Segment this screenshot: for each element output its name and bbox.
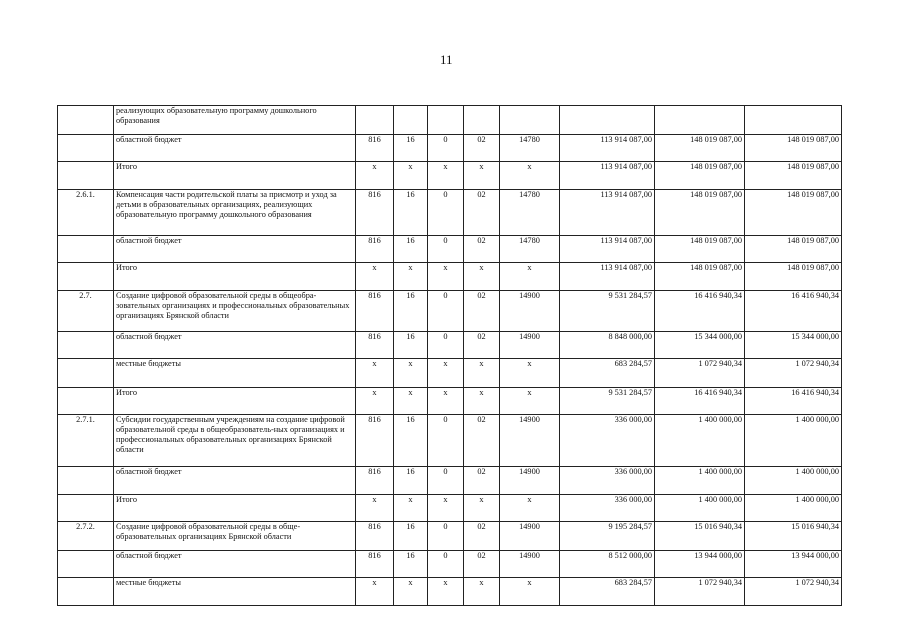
amount-cell <box>560 106 655 135</box>
table-row <box>58 135 842 162</box>
code-cell: х <box>464 578 500 606</box>
code-cell: х <box>394 263 428 291</box>
row-number <box>58 162 114 190</box>
code-cell: х <box>464 162 500 190</box>
amount-cell: 15 344 000,00 <box>745 332 842 359</box>
table-row <box>58 495 842 522</box>
code-cell: 14900 <box>500 415 560 467</box>
amount-cell: 113 914 087,00 <box>560 162 655 190</box>
amount-cell: 683 284,57 <box>560 578 655 606</box>
code-cell: 16 <box>394 236 428 263</box>
code-cell: 14780 <box>500 190 560 236</box>
amount-cell: 1 400 000,00 <box>655 467 745 495</box>
table-row <box>58 359 842 388</box>
table-row <box>58 236 842 263</box>
code-cell: 0 <box>428 467 464 495</box>
code-cell: 16 <box>394 135 428 162</box>
code-cell: х <box>464 359 500 388</box>
code-cell: х <box>500 388 560 415</box>
budget-table <box>57 105 842 606</box>
code-cell: 02 <box>464 415 500 467</box>
code-cell: 16 <box>394 415 428 467</box>
code-cell: 816 <box>356 332 394 359</box>
row-name: реализующих образовательную программу дошкольного образования <box>114 106 356 135</box>
code-cell: х <box>428 388 464 415</box>
code-cell: 14900 <box>500 291 560 332</box>
amount-cell: 148 019 087,00 <box>655 190 745 236</box>
row-number <box>58 467 114 495</box>
code-cell: 14900 <box>500 467 560 495</box>
amount-cell: 9 531 284,57 <box>560 291 655 332</box>
row-number <box>58 551 114 578</box>
code-cell: 14780 <box>500 236 560 263</box>
code-cell: х <box>428 263 464 291</box>
code-cell: 14900 <box>500 332 560 359</box>
code-cell: 02 <box>464 236 500 263</box>
amount-cell <box>655 106 745 135</box>
amount-cell: 1 400 000,00 <box>655 495 745 522</box>
amount-cell: 113 914 087,00 <box>560 135 655 162</box>
code-cell: х <box>356 162 394 190</box>
code-cell: 0 <box>428 332 464 359</box>
amount-cell: 148 019 087,00 <box>655 135 745 162</box>
amount-cell: 1 072 940,34 <box>745 578 842 606</box>
amount-cell: 113 914 087,00 <box>560 263 655 291</box>
amount-cell: 15 016 940,34 <box>745 522 842 551</box>
amount-cell: 9 531 284,57 <box>560 388 655 415</box>
amount-cell: 113 914 087,00 <box>560 190 655 236</box>
table-row <box>58 162 842 190</box>
code-cell: 16 <box>394 522 428 551</box>
table-row <box>58 190 842 236</box>
code-cell: 02 <box>464 332 500 359</box>
row-number <box>58 495 114 522</box>
code-cell: 816 <box>356 190 394 236</box>
amount-cell: 336 000,00 <box>560 415 655 467</box>
table-row <box>58 332 842 359</box>
code-cell: х <box>356 263 394 291</box>
row-number <box>58 578 114 606</box>
code-cell: 0 <box>428 522 464 551</box>
row-name: Итого <box>114 162 356 190</box>
amount-cell: 9 195 284,57 <box>560 522 655 551</box>
row-number <box>58 332 114 359</box>
amount-cell: 148 019 087,00 <box>745 162 842 190</box>
row-number <box>58 236 114 263</box>
code-cell: 02 <box>464 551 500 578</box>
code-cell: 816 <box>356 291 394 332</box>
code-cell: 16 <box>394 291 428 332</box>
amount-cell: 1 400 000,00 <box>745 467 842 495</box>
row-name: областной бюджет <box>114 332 356 359</box>
amount-cell: 15 344 000,00 <box>655 332 745 359</box>
code-cell: х <box>500 359 560 388</box>
code-cell: х <box>464 388 500 415</box>
code-cell: 816 <box>356 467 394 495</box>
code-cell: х <box>394 495 428 522</box>
code-cell: х <box>500 578 560 606</box>
code-cell: х <box>428 359 464 388</box>
row-name: областной бюджет <box>114 236 356 263</box>
code-cell: 16 <box>394 467 428 495</box>
code-cell: х <box>356 388 394 415</box>
page-number: 11 <box>440 52 453 67</box>
amount-cell: 683 284,57 <box>560 359 655 388</box>
row-number <box>58 135 114 162</box>
code-cell: 0 <box>428 236 464 263</box>
table-row <box>58 415 842 467</box>
code-cell: х <box>428 495 464 522</box>
amount-cell: 16 416 940,34 <box>745 388 842 415</box>
code-cell: х <box>356 495 394 522</box>
code-cell: х <box>464 263 500 291</box>
amount-cell: 1 400 000,00 <box>745 495 842 522</box>
row-number <box>58 263 114 291</box>
code-cell: 816 <box>356 551 394 578</box>
amount-cell: 148 019 087,00 <box>745 135 842 162</box>
table-row <box>58 388 842 415</box>
code-cell: 02 <box>464 291 500 332</box>
amount-cell: 148 019 087,00 <box>745 263 842 291</box>
amount-cell: 148 019 087,00 <box>655 263 745 291</box>
code-cell: 02 <box>464 467 500 495</box>
row-name: Итого <box>114 388 356 415</box>
amount-cell: 336 000,00 <box>560 495 655 522</box>
amount-cell <box>745 106 842 135</box>
amount-cell: 113 914 087,00 <box>560 236 655 263</box>
code-cell <box>356 106 394 135</box>
row-name: Субсидии государственным учреждениям на создание цифровой образовательной среды в общеобразователь-ных организациях и профессиональных образовательных организациях Брянской области <box>114 415 356 467</box>
code-cell: х <box>500 495 560 522</box>
code-cell: 0 <box>428 190 464 236</box>
code-cell: х <box>394 578 428 606</box>
amount-cell: 336 000,00 <box>560 467 655 495</box>
code-cell: 14900 <box>500 522 560 551</box>
table-row <box>58 263 842 291</box>
row-name: Создание цифровой образовательной среды в общеобра-зовательных организациях и профессиональных образовательных организациях Брянской области <box>114 291 356 332</box>
amount-cell: 13 944 000,00 <box>655 551 745 578</box>
code-cell: 16 <box>394 551 428 578</box>
table-row <box>58 551 842 578</box>
amount-cell: 16 416 940,34 <box>745 291 842 332</box>
code-cell: 0 <box>428 291 464 332</box>
row-name: областной бюджет <box>114 467 356 495</box>
amount-cell: 148 019 087,00 <box>655 162 745 190</box>
code-cell: 14900 <box>500 551 560 578</box>
amount-cell: 15 016 940,34 <box>655 522 745 551</box>
row-number: 2.7.2. <box>58 522 114 551</box>
code-cell <box>394 106 428 135</box>
code-cell: х <box>394 162 428 190</box>
row-number <box>58 106 114 135</box>
row-name: местные бюджеты <box>114 578 356 606</box>
amount-cell: 8 848 000,00 <box>560 332 655 359</box>
code-cell: 0 <box>428 135 464 162</box>
table-row <box>58 291 842 332</box>
amount-cell: 148 019 087,00 <box>655 236 745 263</box>
code-cell: 16 <box>394 332 428 359</box>
table-row <box>58 578 842 606</box>
code-cell: 816 <box>356 236 394 263</box>
code-cell: 0 <box>428 551 464 578</box>
row-number <box>58 359 114 388</box>
row-number: 2.6.1. <box>58 190 114 236</box>
table-row <box>58 106 842 135</box>
code-cell <box>464 106 500 135</box>
code-cell: 816 <box>356 135 394 162</box>
row-number: 2.7.1. <box>58 415 114 467</box>
row-name: Итого <box>114 263 356 291</box>
amount-cell: 16 416 940,34 <box>655 388 745 415</box>
code-cell: 02 <box>464 190 500 236</box>
amount-cell: 1 072 940,34 <box>655 578 745 606</box>
code-cell: х <box>500 263 560 291</box>
code-cell: х <box>394 388 428 415</box>
code-cell: х <box>500 162 560 190</box>
code-cell: х <box>356 578 394 606</box>
row-name: Компенсация части родительской платы за присмотр и уход за детьми в образовательных организациях, реализующих образовательную программу дошкольного образования <box>114 190 356 236</box>
code-cell: х <box>356 359 394 388</box>
code-cell: 16 <box>394 190 428 236</box>
row-number: 2.7. <box>58 291 114 332</box>
row-name: местные бюджеты <box>114 359 356 388</box>
table-row <box>58 467 842 495</box>
table-row <box>58 522 842 551</box>
amount-cell: 13 944 000,00 <box>745 551 842 578</box>
code-cell <box>500 106 560 135</box>
amount-cell: 1 072 940,34 <box>745 359 842 388</box>
amount-cell: 148 019 087,00 <box>745 190 842 236</box>
row-name: областной бюджет <box>114 551 356 578</box>
code-cell: х <box>428 162 464 190</box>
code-cell <box>428 106 464 135</box>
amount-cell: 148 019 087,00 <box>745 236 842 263</box>
row-name: Итого <box>114 495 356 522</box>
code-cell: 816 <box>356 522 394 551</box>
amount-cell: 1 072 940,34 <box>655 359 745 388</box>
code-cell: 02 <box>464 522 500 551</box>
row-number <box>58 388 114 415</box>
code-cell: 14780 <box>500 135 560 162</box>
code-cell: 0 <box>428 415 464 467</box>
amount-cell: 16 416 940,34 <box>655 291 745 332</box>
row-name: Создание цифровой образовательной среды в обще-образовательных организациях Брянской области <box>114 522 356 551</box>
code-cell: 02 <box>464 135 500 162</box>
amount-cell: 1 400 000,00 <box>655 415 745 467</box>
code-cell: х <box>394 359 428 388</box>
row-name: областной бюджет <box>114 135 356 162</box>
code-cell: 816 <box>356 415 394 467</box>
amount-cell: 8 512 000,00 <box>560 551 655 578</box>
amount-cell: 1 400 000,00 <box>745 415 842 467</box>
code-cell: х <box>428 578 464 606</box>
code-cell: х <box>464 495 500 522</box>
